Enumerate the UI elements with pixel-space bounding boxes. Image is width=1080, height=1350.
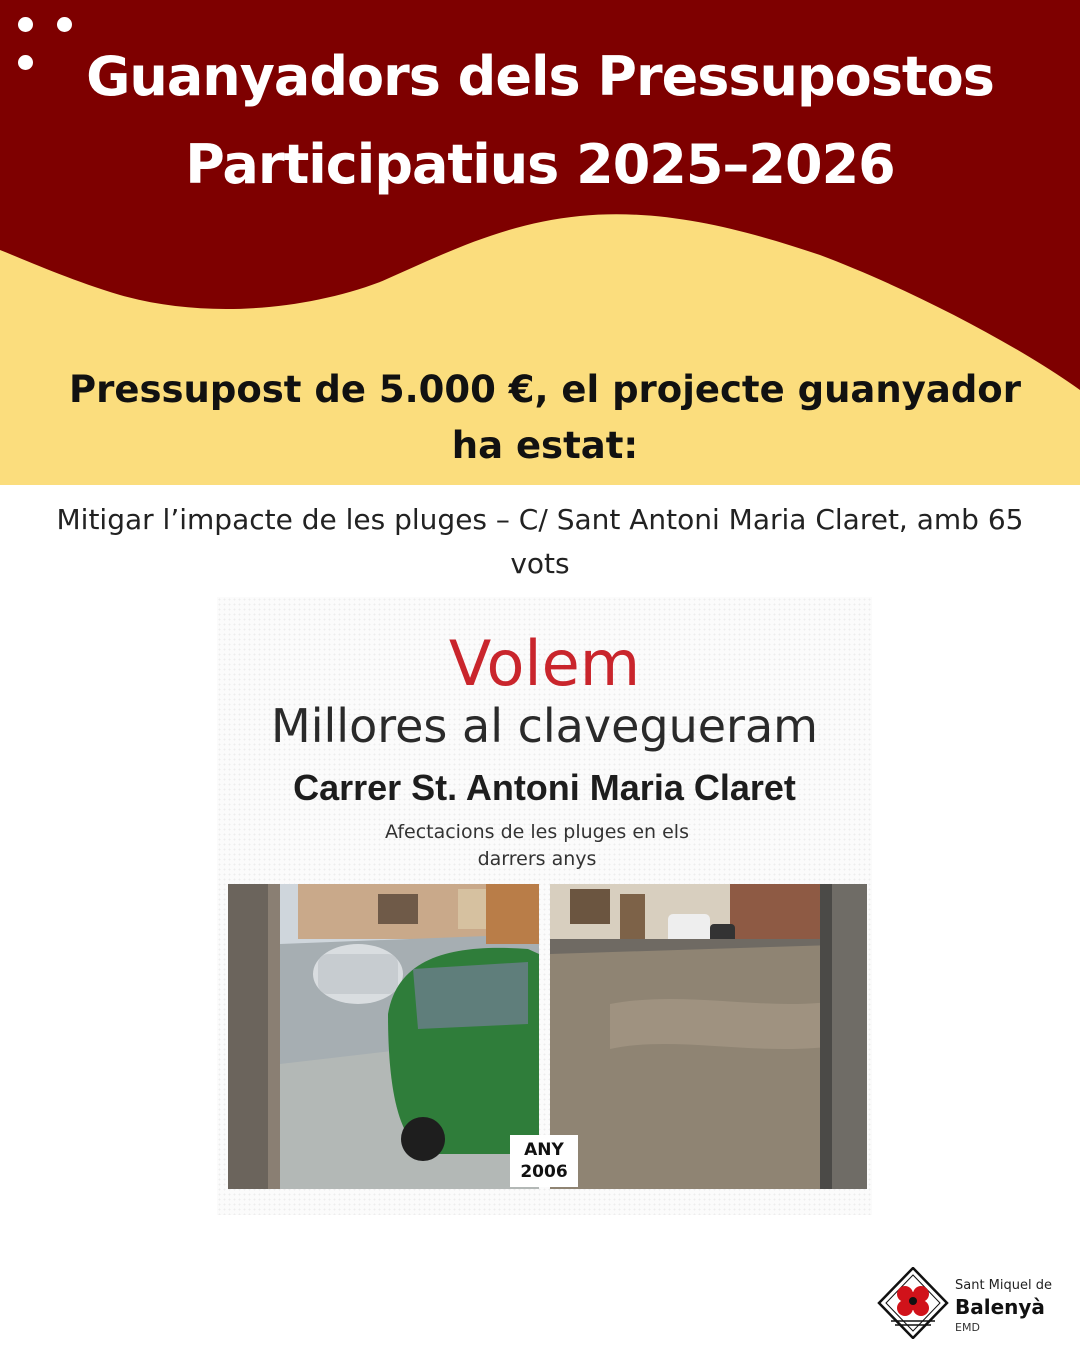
poster-caption — [367, 819, 707, 873]
year-badge — [510, 1135, 578, 1187]
page-title-line2: Participatius 2025–2026 — [185, 133, 895, 196]
year-badge-label: ANY — [524, 1140, 564, 1160]
poppy-diamond-icon — [877, 1267, 949, 1339]
poster-caption-line1: Afectacions de les pluges en els — [385, 821, 689, 843]
logo-text-line3: EMD — [955, 1321, 980, 1334]
budget-heading: Pressupost de 5.000 €, el projecte guanyador ha estat: — [69, 368, 1021, 467]
logo-text-line2: Balenyà — [955, 1295, 1045, 1319]
municipality-logo — [877, 1267, 1067, 1339]
flooded-street-photo — [550, 884, 867, 1189]
logo-text-line1: Sant Miquel de — [955, 1278, 1052, 1293]
poster-subheadline: Millores al clavegueram — [271, 699, 818, 753]
poster-street: Carrer St. Antoni Maria Claret — [293, 767, 796, 808]
poster-caption-line2: darrers anys — [477, 848, 597, 870]
winning-project-text: Mitigar l’impacte de les pluges – C/ Sant Antoni Maria Claret, amb 65 vots — [56, 503, 1024, 580]
page-title-line1: Guanyadors dels Pressupostos — [86, 45, 994, 108]
poster-headline: Volem — [448, 627, 641, 700]
decor-dot — [18, 17, 33, 32]
flooded-street-with-cars-photo — [228, 884, 539, 1189]
decor-dot — [57, 17, 72, 32]
project-poster — [217, 597, 872, 1215]
year-badge-value: 2006 — [520, 1162, 568, 1182]
